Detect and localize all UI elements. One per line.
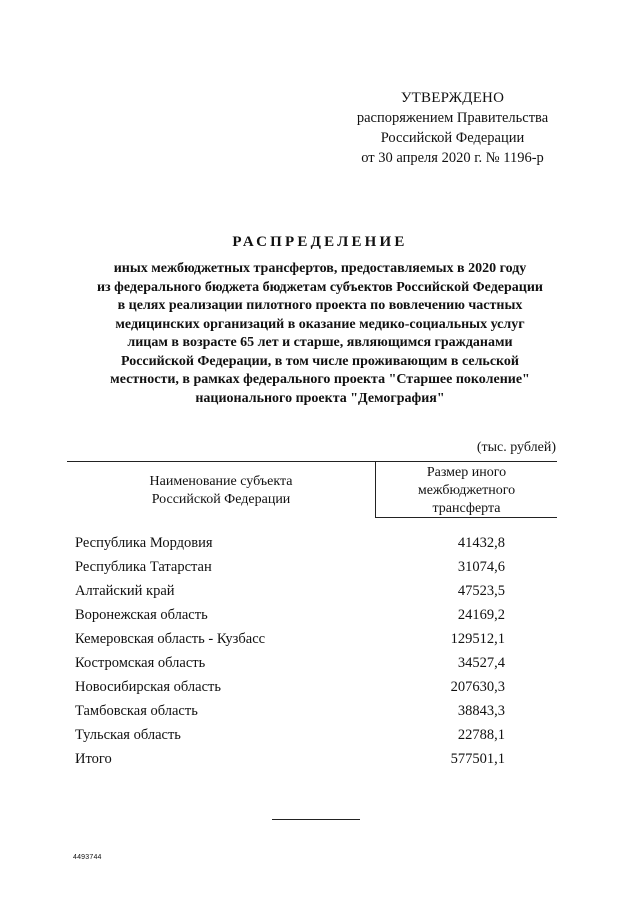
table-row: [75, 531, 505, 555]
document-subtitle: [60, 260, 580, 408]
region-name: Алтайский край: [75, 582, 175, 599]
region-name: Тульская область: [75, 726, 181, 743]
unit-label: (тыс. рублей): [476, 440, 556, 455]
transfer-amount: 38843,3: [457, 702, 505, 719]
header-amount-line: трансферта: [432, 501, 501, 516]
region-name: Костромская область: [75, 654, 206, 671]
table-row: [75, 555, 505, 579]
approval-line-2: Российской Федерации: [380, 130, 525, 146]
subtitle-line: из федерального бюджета бюджетам субъектов Российской Федерации: [96, 279, 543, 295]
table-row: [75, 603, 505, 627]
header-region-line: Наименование субъекта: [149, 474, 293, 489]
region-name: Новосибирская область: [75, 678, 221, 695]
table-header: [67, 461, 557, 518]
header-region-name: [67, 473, 375, 509]
header-amount-line: межбюджетного: [417, 483, 516, 498]
approval-line-1: распоряжением Правительства: [356, 110, 549, 126]
header-region-line: Российской Федерации: [151, 492, 291, 507]
table-row: [75, 675, 505, 699]
transfer-amount: 22788,1: [457, 726, 505, 743]
header-amount-line: Размер иного: [426, 465, 507, 480]
region-name: Кемеровская область - Кузбасс: [75, 630, 266, 647]
table-row-total: [75, 747, 505, 771]
region-name: Республика Мордовия: [75, 534, 213, 551]
subtitle-line: лицам в возрасте 65 лет и старше, являющимся гражданами: [127, 335, 513, 350]
document-code: 4493744: [73, 854, 102, 861]
table-row: [75, 699, 505, 723]
total-amount: 577501,1: [450, 750, 505, 767]
transfer-amount: 129512,1: [450, 630, 505, 647]
approval-line-3: от 30 апреля 2020 г. № 1196-р: [361, 150, 544, 166]
subtitle-line: в целях реализации пилотного проекта по вовлечению частных: [117, 298, 523, 313]
region-name: Тамбовская область: [75, 702, 198, 719]
document-heading: РАСПРЕДЕЛЕНИЕ: [232, 234, 408, 250]
subtitle-line: национального проекта "Демография": [195, 390, 445, 406]
table-row: [75, 651, 505, 675]
header-transfer-amount: [376, 464, 557, 518]
transfer-amount: 31074,6: [457, 558, 505, 575]
subtitle-line: местности, в рамках федерального проекта "Старшее поколение": [110, 372, 530, 387]
transfer-amount: 41432,8: [457, 534, 505, 551]
table-row: [75, 579, 505, 603]
approval-block: [330, 88, 575, 168]
transfer-amount: 34527,4: [457, 654, 505, 671]
table-row: [75, 723, 505, 747]
end-separator-line: [272, 819, 360, 820]
header-amount-underline: [376, 517, 557, 518]
subtitle-line: иных межбюджетных трансфертов, предоставляемых в 2020 году: [113, 261, 527, 276]
subtitle-line: Российской Федерации, в том числе проживающим в сельской: [120, 353, 519, 369]
table-row: [75, 627, 505, 651]
transfer-amount: 47523,5: [457, 582, 505, 599]
total-label: Итого: [75, 750, 112, 767]
region-name: Республика Татарстан: [75, 558, 212, 575]
subtitle-line: медицинских организаций в оказание медико-социальных услуг: [115, 316, 525, 332]
transfer-amount: 24169,2: [457, 606, 505, 623]
approval-stamp: УТВЕРЖДЕНО: [400, 90, 505, 106]
transfer-amount: 207630,3: [450, 678, 505, 695]
table-body: [75, 531, 505, 771]
region-name: Воронежская область: [75, 606, 208, 623]
